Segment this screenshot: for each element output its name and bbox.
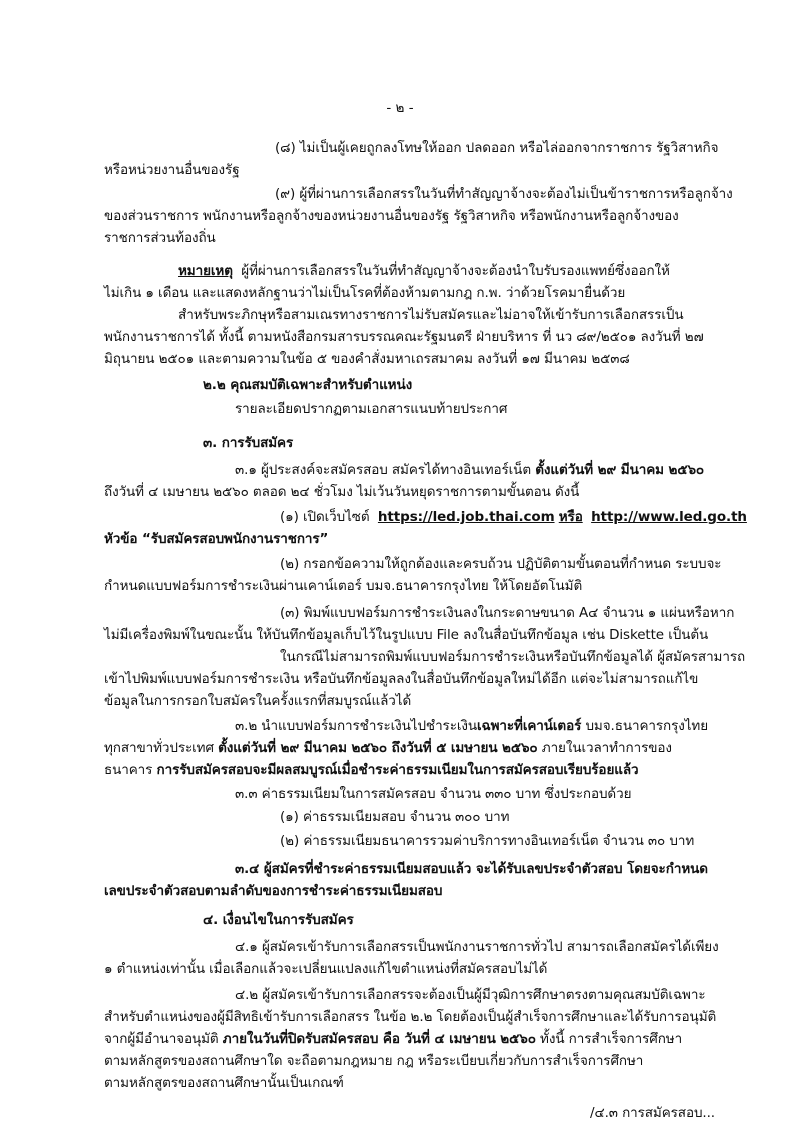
text-line: ของส่วนราชการ พนักงานหรือลูกจ้างของหน่วยงานอื่นของรัฐ รัฐวิสาหกิจ หรือพนักงานหรือลูกจ้างของ <box>104 208 679 224</box>
text-line <box>235 461 704 479</box>
text-line: รายละเอียดปรากฏตามเอกสารแนบท้ายประกาศ <box>235 401 508 417</box>
text-line: ๔.๒ ผู้สมัครเข้ารับการเลือกสรรจะต้องเป็นผู้มีวุฒิการศึกษาตรงตามคุณสมบัติเฉพาะ <box>235 987 706 1003</box>
text-span: (๑) เปิดเว็บไซต์ <box>280 509 370 525</box>
text-line: สำหรับพระภิกษุหรือสามเณรทางราชการไม่รับสมัครและไม่อาจให้เข้ารับการเลือกสรรเป็น <box>178 307 684 323</box>
text-line: เข้าไปพิมพ์แบบฟอร์มการชำระเงิน หรือบันทึกข้อมูลลงในสื่อบันทึกข้อมูลใหม่ได้อีก แต่จะไม่สามารถแก้ไข <box>104 671 699 687</box>
text-line: ไม่มีเครื่องพิมพ์ในขณะนั้น ให้บันทึกข้อมูลเก็บไว้ในรูปแบบ File ลงในสื่อบันทึกข้อมูล เช่น Diskette เป็นต้น <box>104 627 709 643</box>
text-span: บมจ.ธนาคารกรุงไทย <box>585 718 709 734</box>
website-line <box>280 508 747 526</box>
text-line: พนักงานราชการได้ ทั้งนี้ ตามหนังสือกรมสารบรรณคณะรัฐมนตรี ฝ่ายบริหาร ที่ นว ๘๙/๒๕๐๑ ลงวันที่ ๒๗ <box>104 329 704 345</box>
date-span: ตั้งแต่วันที่ ๒๙ มีนาคม ๒๕๖๐ <box>535 462 705 478</box>
text-line: ๑ ตำแหน่งเท่านั้น เมื่อเลือกแล้วจะเปลี่ยนแปลงแก้ไขตำแหน่งที่สมัครสอบไม่ได้ <box>104 961 548 977</box>
section-heading: ๓. การรับสมัคร <box>203 435 294 451</box>
text-span: ภายในเวลาทำการของ <box>541 740 672 756</box>
text-line: (๘) ไม่เป็นผู้เคยถูกลงโทษให้ออก ปลดออก หรือไล่ออกจากราชการ รัฐวิสาหกิจ <box>275 140 719 156</box>
text-line <box>104 761 639 779</box>
text-span: ทั้งนี้ การสำเร็จการศึกษา <box>540 1031 683 1047</box>
text-line: มิถุนายน ๒๕๐๑ และตามความในข้อ ๕ ของคำสั่งมหาเถรสมาคม ลงวันที่ ๑๗ มีนาคม ๒๕๓๘ <box>104 351 630 367</box>
text-line: สำหรับตำแหน่งของผู้มีสิทธิเข้ารับการเลือกสรร ในข้อ ๒.๒ โดยต้องเป็นผู้สำเร็จการศึกษาและได้รับการอนุมัติ <box>104 1009 717 1025</box>
text-line: (๒) ค่าธรรมเนียมธนาคารรวมค่าบริการทางอินเทอร์เน็ต จำนวน ๓๐ บาท <box>280 833 695 849</box>
text-line: เลขประจำตัวสอบตามลำดับของการชำระค่าธรรมเนียมสอบ <box>104 883 443 899</box>
text-line: ๓.๓ ค่าธรรมเนียมในการสมัครสอบ จำนวน ๓๓๐ บาท ซึ่งประกอบด้วย <box>235 786 632 802</box>
bold-span: การรับสมัครสอบจะมีผลสมบูรณ์เมื่อชำระค่าธรรมเนียมในการสมัครสอบเรียบร้อยแล้ว <box>156 762 639 778</box>
text-line: ๓.๔ ผู้สมัครที่ชำระค่าธรรมเนียมสอบแล้ว จะได้รับเลขประจำตัวสอบ โดยจะกำหนด <box>235 861 708 877</box>
text-line: ไม่เกิน ๑ เดือน และแสดงหลักฐานว่าไม่เป็นโรคที่ต้องห้ามตามกฎ ก.พ. ว่าด้วยโรคมายื่นด้วย <box>104 285 626 301</box>
date-span: ภายในวันที่ปิดรับสมัครสอบ คือ วันที่ ๔ เมษายน ๒๕๖๐ <box>222 1031 536 1047</box>
text-span: ทุกสาขาทั่วประเทศ <box>104 740 214 756</box>
page-number: - ๒ - <box>386 100 414 116</box>
section-heading: ๒.๒ คุณสมบัติเฉพาะสำหรับตำแหน่ง <box>203 377 413 393</box>
text-line: ในกรณีไม่สามารถพิมพ์แบบฟอร์มการชำระเงินหรือบันทึกข้อมูลได้ ผู้สมัครสามารถ <box>280 649 746 665</box>
note-text: ผู้ที่ผ่านการเลือกสรรในวันที่ทำสัญญาจ้างจะต้องนำใบรับรองแพทย์ซึ่งออกให้ <box>241 263 670 279</box>
section-heading: ๔. เงื่อนไขในการรับสมัคร <box>203 912 354 928</box>
text-line: ๔.๑ ผู้สมัครเข้ารับการเลือกสรรเป็นพนักงานราชการทั่วไป สามารถเลือกสมัครได้เพียง <box>235 939 719 955</box>
note-line <box>178 262 670 280</box>
text-line: ข้อมูลในการกรอกใบสมัครในครั้งแรกที่สมบูรณ์แล้วได้ <box>104 693 412 709</box>
job-site-link[interactable]: https://led.job.thai.com <box>377 509 555 525</box>
text-line: ราชการส่วนท้องถิ่น <box>104 230 216 246</box>
bold-span: เฉพาะที่เคาน์เตอร์ <box>477 718 582 734</box>
text-line: (๒) กรอกข้อความให้ถูกต้องและครบถ้วน ปฏิบัติตามขั้นตอนที่กำหนด ระบบจะ <box>280 556 722 572</box>
led-site-link[interactable]: http://www.led.go.th <box>591 509 747 525</box>
continuation-footer: /๔.๓ การสมัครสอบ... <box>590 1105 715 1121</box>
text-line: (๙) ผู้ที่ผ่านการเลือกสรรในวันที่ทำสัญญาจ้างจะต้องไม่เป็นข้าราชการหรือลูกจ้าง <box>275 186 733 202</box>
text-line: ถึงวันที่ ๔ เมษายน ๒๕๖๐ ตลอด ๒๔ ชั่วโมง ไม่เว้นวันหยุดราชการตามขั้นตอน ดังนี้ <box>104 484 580 500</box>
date-span: ตั้งแต่วันที่ ๒๙ มีนาคม ๒๕๖๐ ถึงวันที่ ๕ เมษายน ๒๕๖๐ <box>218 740 538 756</box>
text-line: หรือหน่วยงานอื่นของรัฐ <box>104 162 240 178</box>
text-line: (๑) ค่าธรรมเนียมสอบ จำนวน ๓๐๐ บาท <box>280 809 510 825</box>
text-line: กำหนดแบบฟอร์มการชำระเงินผ่านเคาน์เตอร์ บมจ.ธนาคารกรุงไทย ให้โดยอัตโนมัติ <box>104 578 583 594</box>
text-span: ๓.๒ นำแบบฟอร์มการชำระเงินไปชำระเงิน <box>235 718 477 734</box>
text-line <box>104 1030 682 1048</box>
text-line <box>235 717 708 735</box>
text-line: ตามหลักสูตรของสถานศึกษานั้นเป็นเกณฑ์ <box>104 1075 344 1091</box>
text-line: หัวข้อ “รับสมัครสอบพนักงานราชการ” <box>104 531 329 547</box>
or-word: หรือ <box>558 509 583 525</box>
text-line: ตามหลักสูตรของสถานศึกษาใด จะถือตามกฎหมาย กฎ หรือระเบียบเกี่ยวกับการสำเร็จการศึกษา <box>104 1053 644 1069</box>
text-line <box>104 739 672 757</box>
text-span: ธนาคาร <box>104 762 153 778</box>
text-span: ๓.๑ ผู้ประสงค์จะสมัครสอบ สมัครได้ทางอินเทอร์เน็ต <box>235 462 531 478</box>
note-label: หมายเหตุ <box>178 263 233 279</box>
text-line: (๓) พิมพ์แบบฟอร์มการชำระเงินลงในกระดาษขนาด A๔ จำนวน ๑ แผ่นหรือหาก <box>280 605 735 621</box>
text-span: จากผู้มีอำนาจอนุมัติ <box>104 1031 219 1047</box>
